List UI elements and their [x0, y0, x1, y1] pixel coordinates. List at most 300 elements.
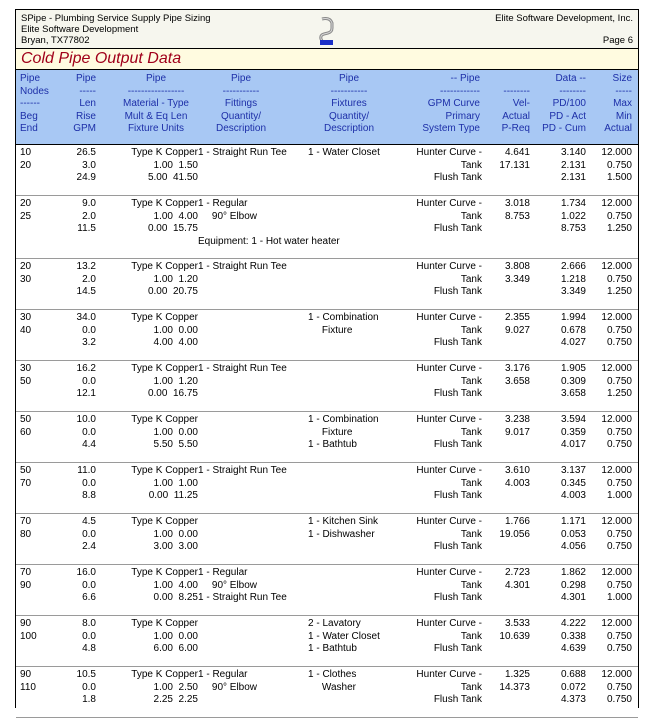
column-headers	[16, 70, 638, 145]
cell-vel: 3.018	[504, 198, 530, 209]
cell-len: 12.1	[76, 388, 96, 400]
pipe-row-group	[16, 412, 638, 463]
cell-sys: Tank	[460, 528, 482, 540]
cell-vel: 4.641	[504, 147, 530, 158]
cell-len: 9.0	[82, 198, 96, 209]
cell-fit: 1 - Regular	[198, 198, 248, 209]
cell-size: 0.750	[606, 528, 632, 540]
cell-fix: 1 - Combination	[308, 312, 379, 323]
cell-sys: Flush Tank	[433, 223, 482, 235]
section-title: Cold Pipe Output Data	[16, 49, 638, 70]
column-header-c1-line-4: Beg	[20, 110, 38, 122]
cell-pd: 4.301	[560, 592, 586, 604]
cell-nodes: 50	[20, 465, 32, 476]
column-header-c5-line-2: -----------	[330, 85, 368, 97]
cell-sys: Hunter Curve -	[416, 198, 482, 209]
column-header-c8-line-3: PD/100	[552, 98, 586, 110]
cell-vel: 8.753	[504, 210, 530, 222]
cell-mat: 1.00 0.00	[153, 528, 198, 540]
cell-size: 0.750	[606, 630, 632, 642]
cell-sys: Tank	[460, 375, 482, 387]
cell-len: 6.6	[82, 592, 96, 604]
cell-pd: 0.359	[560, 426, 586, 438]
column-header-c3-line-5: Fixture Units	[127, 123, 185, 135]
cell-fit: 1 - Straight Run Tee	[198, 465, 287, 476]
cell-vel: 19.056	[499, 528, 530, 540]
cell-size: 0.750	[606, 681, 632, 693]
cell-len: 10.0	[76, 414, 96, 425]
cell-size: 0.750	[606, 477, 632, 489]
cell-mat: 1.00 0.00	[153, 426, 198, 438]
cell-nodes: 80	[20, 528, 32, 540]
column-header-c5-line-5: Description	[323, 123, 375, 135]
cell-size: 1.000	[606, 592, 632, 604]
cell-mat: 0.00 20.75	[147, 286, 198, 298]
column-header-c6-line-4: Primary	[445, 110, 480, 122]
column-header-c4-line-2: -----------	[222, 85, 260, 97]
cell-mat: 5.00 41.50	[147, 172, 198, 184]
cell-pd: 4.373	[560, 694, 586, 706]
cell-fit: 90° Elbow	[198, 681, 258, 693]
cell-pd: 3.349	[560, 286, 586, 298]
cell-pd: 0.678	[560, 324, 586, 336]
cell-pd: 0.345	[560, 477, 586, 489]
cell-pd: 3.140	[560, 147, 586, 158]
cell-len: 0.0	[82, 375, 96, 387]
cell-vel: 17.131	[499, 159, 530, 171]
cell-pd: 1.994	[560, 312, 586, 323]
report-page	[15, 9, 639, 708]
column-header-c9-line-4: Min	[615, 110, 632, 122]
cell-pd: 3.658	[560, 388, 586, 400]
cell-pd: 1.905	[560, 363, 586, 374]
cell-pd: 2.131	[560, 172, 586, 184]
cell-sys: Flush Tank	[433, 439, 482, 451]
cell-fix: 1 - Water Closet	[308, 630, 380, 642]
column-header-c1-line-3: ------	[20, 98, 40, 110]
cell-nodes: 90	[20, 618, 32, 629]
cell-sys: Flush Tank	[433, 592, 482, 604]
cell-fix: 1 - Dishwasher	[308, 528, 375, 540]
cell-sys: Tank	[460, 477, 482, 489]
company-line: Elite Software Development	[21, 24, 139, 35]
cell-mat: 6.00 6.00	[153, 643, 198, 655]
pipe-row-group	[16, 514, 638, 565]
cell-sys: Hunter Curve -	[416, 567, 482, 578]
cell-mat: 1.00 1.20	[153, 273, 198, 285]
cell-len: 0.0	[82, 477, 96, 489]
cell-mat: Type K Copper	[131, 669, 198, 680]
cell-len: 10.5	[76, 669, 96, 680]
column-header-c8-line-4: PD - Act	[549, 110, 586, 122]
cell-len: 4.5	[82, 516, 96, 527]
cell-sys: Tank	[460, 681, 482, 693]
column-header-c8-line-1: Data --	[555, 73, 586, 84]
cell-len: 3.2	[82, 337, 96, 349]
cell-sys: Hunter Curve -	[416, 312, 482, 323]
cell-vel: 1.766	[504, 516, 530, 527]
cell-size: 12.000	[601, 618, 632, 629]
cell-len: 4.4	[82, 439, 96, 451]
cell-sys: Hunter Curve -	[416, 669, 482, 680]
cell-size: 0.750	[606, 375, 632, 387]
cell-vel: 3.176	[504, 363, 530, 374]
cell-nodes: 30	[20, 363, 32, 374]
cell-sys: Flush Tank	[433, 286, 482, 298]
cell-size: 0.750	[606, 273, 632, 285]
column-header-c3-line-1: Pipe	[145, 73, 166, 84]
cell-mat: 1.00 0.00	[153, 630, 198, 642]
cell-size: 12.000	[601, 198, 632, 209]
pipe-row-group	[16, 259, 638, 310]
cell-sys: Flush Tank	[433, 388, 482, 400]
cell-size: 1.500	[606, 172, 632, 184]
cell-sys: Tank	[460, 324, 482, 336]
cell-pd: 0.688	[560, 669, 586, 680]
cell-len: 0.0	[82, 324, 96, 336]
cell-size: 0.750	[606, 210, 632, 222]
cell-len: 0.0	[82, 681, 96, 693]
cell-vel: 10.639	[499, 630, 530, 642]
pipe-faucet-icon	[316, 16, 342, 46]
cell-sys: Hunter Curve -	[416, 414, 482, 425]
column-header-c2-line-2: -----	[79, 85, 96, 97]
column-header-c2-line-1: Pipe	[75, 73, 96, 84]
cell-vel: 9.017	[504, 426, 530, 438]
cell-len: 14.5	[76, 286, 96, 298]
pipe-row-group	[16, 565, 638, 616]
cell-size: 12.000	[601, 567, 632, 578]
cell-fix: Fixture	[308, 426, 353, 438]
cell-len: 13.2	[76, 261, 96, 272]
cell-fit: 90° Elbow	[198, 210, 258, 222]
cell-sys: Hunter Curve -	[416, 516, 482, 527]
cell-len: 16.2	[76, 363, 96, 374]
cell-nodes: 60	[20, 426, 32, 438]
cell-vel: 4.301	[504, 579, 530, 591]
cell-mat: 1.00 1.20	[153, 375, 198, 387]
cell-size: 0.750	[606, 541, 632, 553]
cell-fit: 1 - Straight Run Tee	[198, 592, 287, 604]
cell-sys: Tank	[460, 630, 482, 642]
cell-nodes: 70	[20, 567, 32, 578]
cell-size: 1.250	[606, 388, 632, 400]
column-header-c1-line-1: Pipe	[20, 73, 41, 84]
cell-mat: Type K Copper	[131, 312, 198, 323]
cell-size: 0.750	[606, 694, 632, 706]
cell-vel: 14.373	[499, 681, 530, 693]
cell-pd: 4.017	[560, 439, 586, 451]
cell-pd: 4.056	[560, 541, 586, 553]
cell-fix: 1 - Kitchen Sink	[308, 516, 379, 527]
pipe-row-group	[16, 361, 638, 412]
cell-mat: Type K Copper	[131, 618, 198, 629]
cell-pd: 0.053	[560, 528, 586, 540]
cell-sys: Tank	[460, 159, 482, 171]
cell-fix: Washer	[308, 681, 356, 693]
cell-nodes: 50	[20, 414, 32, 425]
cell-mat: 0.00 15.75	[147, 223, 198, 235]
cell-len: 11.0	[77, 465, 96, 476]
cell-fix: 1 - Bathtub	[308, 643, 357, 655]
cell-nodes: 70	[20, 516, 32, 527]
column-header-c7-line-4: Actual	[502, 110, 530, 122]
cell-mat: Type K Copper	[131, 261, 198, 272]
cell-pd: 3.137	[560, 465, 586, 476]
column-header-c2-line-5: GPM	[73, 123, 96, 135]
cell-fit: 1 - Straight Run Tee	[198, 261, 287, 272]
column-header-c4-line-3: Fittings	[224, 98, 258, 110]
cell-pd: 4.003	[560, 490, 586, 502]
cell-size: 12.000	[601, 147, 632, 158]
cell-mat: 1.00 4.00	[153, 579, 198, 591]
cell-sys: Hunter Curve -	[416, 465, 482, 476]
cell-sys: Hunter Curve -	[416, 618, 482, 629]
cell-len: 0.0	[82, 528, 96, 540]
cell-fix: 2 - Lavatory	[308, 618, 361, 629]
cell-mat: 1.00 2.50	[153, 681, 198, 693]
cell-mat: 1.00 1.00	[153, 477, 198, 489]
cell-mat: Type K Copper	[131, 567, 198, 578]
cell-len: 8.0	[82, 618, 96, 629]
cell-len: 34.0	[76, 312, 96, 323]
cell-mat: 3.00 3.00	[153, 541, 198, 553]
cell-nodes: 20	[20, 159, 32, 171]
cell-size: 0.750	[606, 579, 632, 591]
cell-size: 1.250	[606, 223, 632, 235]
cell-size: 0.750	[606, 439, 632, 451]
column-header-c7-line-3: Vel-	[512, 98, 530, 110]
cell-mat: 0.00 8.25	[153, 592, 198, 604]
cell-len: 3.0	[82, 159, 96, 171]
cell-sys: Hunter Curve -	[416, 147, 482, 158]
cell-len: 11.5	[77, 223, 96, 235]
cell-sys: Flush Tank	[433, 643, 482, 655]
cell-nodes: 25	[20, 210, 32, 222]
equipment-note: Equipment: 1 - Hot water heater	[198, 235, 340, 247]
pipe-row-group	[16, 616, 638, 667]
cell-fit: 1 - Regular	[198, 567, 248, 578]
cell-pd: 8.753	[560, 223, 586, 235]
column-header-c4-line-5: Description	[215, 123, 267, 135]
cell-fit: 1 - Straight Run Tee	[198, 147, 287, 158]
cell-pd: 0.309	[560, 375, 586, 387]
cell-pd: 1.734	[560, 198, 586, 209]
cell-mat: 4.00 4.00	[153, 337, 198, 349]
cell-fix: 1 - Combination	[308, 414, 379, 425]
cell-pd: 4.027	[560, 337, 586, 349]
cell-nodes: 40	[20, 324, 32, 336]
column-header-c5-line-4: Quantity/	[328, 110, 370, 122]
column-header-c7-line-2: --------	[503, 85, 530, 97]
cell-mat: 2.25 2.25	[153, 694, 198, 706]
company-address: Bryan, TX77802	[21, 35, 90, 46]
column-header-c9-line-2: -----	[615, 85, 632, 97]
cell-nodes: 70	[20, 477, 32, 489]
cell-size: 1.250	[606, 286, 632, 298]
cell-mat: 1.00 4.00	[153, 210, 198, 222]
column-header-c3-line-2: -----------------	[127, 85, 185, 97]
cell-vel: 3.238	[504, 414, 530, 425]
cell-pd: 0.072	[560, 681, 586, 693]
cell-nodes: 20	[20, 198, 32, 209]
cell-len: 24.9	[76, 172, 96, 184]
column-header-c4-line-1: Pipe	[230, 73, 251, 84]
cell-vel: 3.610	[504, 465, 530, 476]
column-header-c2-line-3: Len	[79, 98, 96, 110]
cell-pd: 2.666	[560, 261, 586, 272]
cell-nodes: 110	[20, 681, 36, 693]
cell-len: 1.8	[82, 694, 96, 706]
cell-mat: 0.00 16.75	[147, 388, 198, 400]
cell-size: 0.750	[606, 159, 632, 171]
cell-size: 12.000	[601, 261, 632, 272]
column-header-c4-line-4: Quantity/	[220, 110, 262, 122]
cell-pd: 1.171	[560, 516, 586, 527]
cell-vel: 1.325	[504, 669, 530, 680]
page-number: Page 6	[602, 35, 633, 46]
column-header-c2-line-4: Rise	[75, 110, 96, 122]
column-header-c9-line-3: Max	[613, 98, 632, 110]
cell-mat: 5.50 5.50	[153, 439, 198, 451]
cell-len: 0.0	[82, 426, 96, 438]
column-header-c5-line-1: Pipe	[338, 73, 359, 84]
cell-len: 0.0	[82, 579, 96, 591]
cell-size: 1.000	[606, 490, 632, 502]
cell-sys: Tank	[460, 579, 482, 591]
pipe-row-group	[16, 463, 638, 514]
cell-pd: 1.218	[560, 273, 586, 285]
cell-mat: Type K Copper	[131, 465, 198, 476]
cell-fit: 1 - Straight Run Tee	[198, 363, 287, 374]
cell-nodes: 90	[20, 579, 32, 591]
cell-sys: Tank	[460, 426, 482, 438]
cell-vel: 9.027	[504, 324, 530, 336]
cell-sys: Hunter Curve -	[416, 363, 482, 374]
cell-sys: Flush Tank	[433, 490, 482, 502]
cell-len: 16.0	[76, 567, 96, 578]
cell-mat: 0.00 11.25	[148, 490, 198, 502]
cell-len: 0.0	[82, 630, 96, 642]
pipe-row-group	[16, 310, 638, 361]
column-header-c5-line-3: Fixtures	[331, 98, 367, 110]
cell-pd: 0.338	[560, 630, 586, 642]
cell-nodes: 100	[20, 630, 37, 642]
pipe-row-group	[16, 667, 638, 718]
cell-pd: 4.639	[560, 643, 586, 655]
column-header-c8-line-2: --------	[559, 85, 586, 97]
cell-size: 0.750	[606, 337, 632, 349]
column-header-c1-line-2: Nodes	[20, 85, 49, 97]
cell-len: 26.5	[76, 147, 96, 158]
column-header-c6-line-3: GPM Curve	[427, 98, 480, 110]
cell-fix: 1 - Clothes	[308, 669, 357, 680]
cell-nodes: 50	[20, 375, 32, 387]
cell-size: 0.750	[606, 324, 632, 336]
cell-len: 2.4	[82, 541, 96, 553]
cell-nodes: 20	[20, 261, 32, 272]
column-header-c9-line-1: Size	[612, 73, 632, 84]
cell-pd: 3.594	[560, 414, 586, 425]
data-rows	[16, 145, 638, 718]
pipe-row-group	[16, 196, 638, 259]
cell-vel: 2.355	[504, 312, 530, 323]
column-header-c6-line-1: -- Pipe	[450, 73, 480, 84]
cell-vel: 3.533	[504, 618, 530, 629]
cell-fix: Fixture	[308, 324, 353, 336]
cell-len: 8.8	[82, 490, 96, 502]
cell-size: 12.000	[601, 516, 632, 527]
cell-sys: Tank	[460, 273, 482, 285]
column-header-c6-line-2: ------------	[440, 85, 480, 97]
cell-size: 12.000	[601, 312, 632, 323]
cell-vel: 3.808	[504, 261, 530, 272]
cell-len: 2.0	[82, 273, 96, 285]
cell-sys: Hunter Curve -	[416, 261, 482, 272]
cell-vel: 3.349	[504, 273, 530, 285]
cell-nodes: 90	[20, 669, 32, 680]
cell-nodes: 10	[20, 147, 32, 158]
cell-mat: Type K Copper	[131, 363, 198, 374]
column-header-c6-line-5: System Type	[422, 123, 480, 135]
cell-pd: 1.862	[560, 567, 586, 578]
cell-mat: Type K Copper	[131, 198, 198, 209]
cell-size: 0.750	[606, 643, 632, 655]
cell-pd: 4.222	[560, 618, 586, 629]
pipe-row-group	[16, 145, 638, 196]
cell-sys: Flush Tank	[433, 172, 482, 184]
report-header	[16, 10, 638, 49]
app-title: SPipe - Plumbing Service Supply Pipe Sizing	[21, 13, 211, 24]
cell-size: 12.000	[601, 414, 632, 425]
cell-fix: 1 - Water Closet	[308, 147, 380, 158]
cell-mat: 1.00 1.50	[153, 159, 198, 171]
cell-len: 4.8	[82, 643, 96, 655]
cell-len: 2.0	[82, 210, 96, 222]
column-header-c3-line-3: Material - Type	[123, 98, 189, 110]
cell-vel: 4.003	[504, 477, 530, 489]
cell-pd: 0.298	[560, 579, 586, 591]
company-name: Elite Software Development, Inc.	[495, 13, 633, 24]
column-header-c7-line-5: P-Req	[501, 123, 530, 135]
cell-sys: Flush Tank	[433, 694, 482, 706]
cell-size: 0.750	[606, 426, 632, 438]
cell-sys: Tank	[460, 210, 482, 222]
cell-mat: 1.00 0.00	[153, 324, 198, 336]
cell-vel: 2.723	[504, 567, 530, 578]
cell-nodes: 30	[20, 273, 32, 285]
column-header-c1-line-5: End	[20, 123, 38, 135]
cell-mat: Type K Copper	[131, 414, 198, 425]
cell-mat: Type K Copper	[131, 516, 198, 527]
column-header-c3-line-4: Mult & Eq Len	[124, 110, 188, 122]
cell-pd: 1.022	[560, 210, 586, 222]
cell-fit: 90° Elbow	[198, 579, 258, 591]
cell-mat: Type K Copper	[131, 147, 198, 158]
column-header-c9-line-5: Actual	[604, 123, 632, 135]
cell-sys: Flush Tank	[433, 337, 482, 349]
cell-size: 12.000	[601, 669, 632, 680]
cell-sys: Flush Tank	[433, 541, 482, 553]
cell-vel: 3.658	[504, 375, 530, 387]
cell-size: 12.000	[601, 363, 632, 374]
cell-size: 12.000	[601, 465, 632, 476]
cell-fit: 1 - Regular	[198, 669, 248, 680]
cell-fix: 1 - Bathtub	[308, 439, 357, 451]
column-header-c8-line-5: PD - Cum	[542, 123, 586, 135]
cell-pd: 2.131	[560, 159, 586, 171]
cell-nodes: 30	[20, 312, 32, 323]
